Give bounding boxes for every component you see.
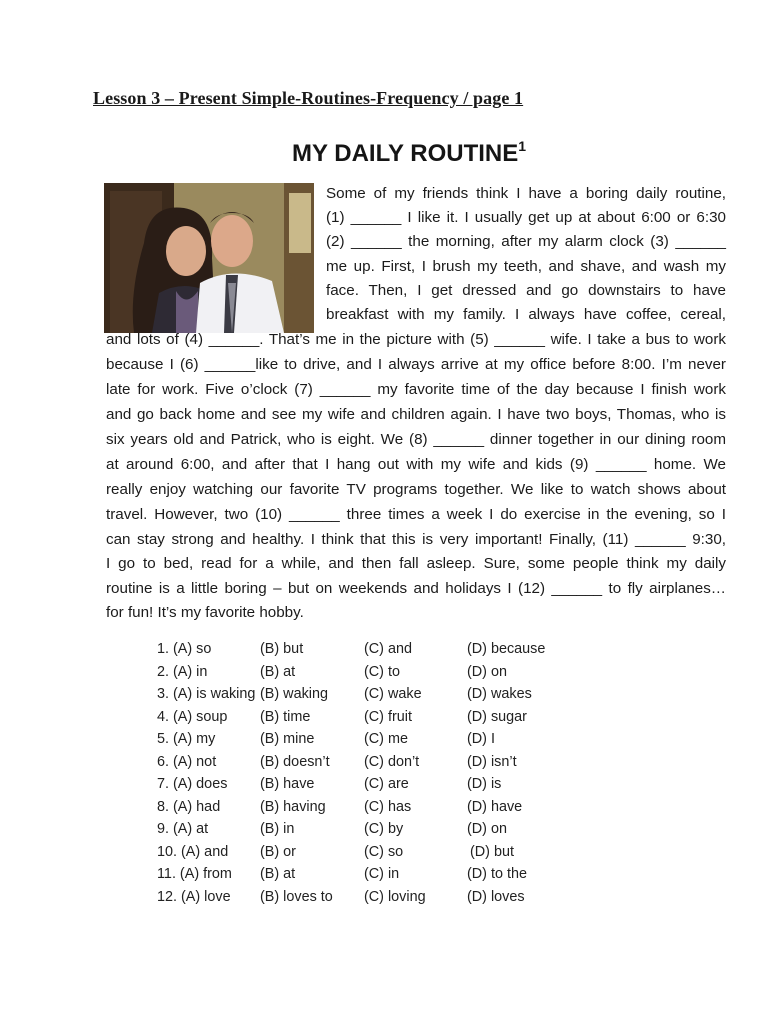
passage-line: Some of my friends think I have a boring daily routine,: [326, 185, 726, 202]
question-option-d: (D) is: [467, 776, 502, 792]
question-option-c: (C) don’t: [364, 753, 420, 770]
question-option-d: (D) because: [467, 641, 546, 657]
question-option-d: (D) have: [467, 798, 523, 815]
question-option-c: (C) has: [364, 798, 412, 815]
question-option-c: (C) wake: [364, 686, 422, 702]
passage-line: because I (6) ______like to drive, and I always arrive at my office before 8:00. I’m never: [106, 356, 726, 373]
question-option-a: 12. (A) love: [157, 888, 231, 905]
question-option-b: (B) at: [260, 866, 296, 882]
passage-line: (2) ______ the morning, after my alarm clock (3) ______: [326, 233, 726, 250]
page-title: [292, 138, 526, 168]
question-option-d: (D) wakes: [467, 686, 532, 702]
question-option-a: 7. (A) does: [157, 776, 228, 792]
question-option-d: (D) isn’t: [467, 753, 517, 770]
question-option-d: (D) on: [467, 821, 507, 837]
question-option-d: (D) loves: [467, 888, 525, 905]
passage-line: face. Then, I get dressed and go downstairs to have: [326, 282, 726, 299]
passage-line: late for work. Five o’clock (7) ______ my favorite time of the day because I finish work: [106, 381, 726, 398]
question-option-a: 1. (A) so: [157, 641, 212, 657]
question-option-a: 8. (A) had: [157, 798, 221, 815]
question-option-a: 6. (A) not: [157, 753, 217, 770]
passage-line: me up. First, I brush my teeth, and shave, and wash my: [326, 258, 726, 275]
question-option-c: (C) are: [364, 776, 409, 792]
passage-line: six years old and Patrick, who is eight. We (8) ______ dinner together in our dining room: [106, 431, 726, 448]
question-option-c: (C) so: [364, 843, 404, 860]
passage-line: (1) ______ I like it. I usually get up at about 6:00 or 6:30: [326, 209, 726, 226]
question-option-c: (C) by: [364, 821, 404, 837]
question-option-a: 4. (A) soup: [157, 708, 228, 725]
passage-line: and lots of (4) ______. That’s me in the picture with (5) ______ wife. I take a bus to work: [106, 331, 726, 348]
passage-line: really enjoy watching our favorite TV programs together. We like to watch shows about: [106, 481, 726, 498]
question-option-c: (C) me: [364, 731, 408, 747]
question-option-a: 9. (A) at: [157, 821, 209, 837]
passage-line: I go to bed, read for a while, and then fall asleep. Sure, some people think my daily: [106, 555, 726, 572]
question-option-a: 3. (A) is waking: [157, 686, 256, 702]
question-option-b: (B) waking: [260, 686, 328, 702]
question-option-b: (B) doesn’t: [260, 753, 330, 770]
question-option-c: (C) loving: [364, 888, 426, 905]
lesson-header: Lesson 3 – Present Simple-Routines-Frequency / page 1: [93, 88, 524, 108]
passage-line: at around 6:00, and after that I hang out with my wife and kids (9) ______ home. We: [106, 456, 726, 473]
passage-line: breakfast with my family. I always have coffee, cereal,: [326, 306, 726, 323]
title-text: MY DAILY ROUTINE: [292, 140, 519, 167]
question-option-d: (D) but: [470, 843, 514, 860]
question-option-c: (C) to: [364, 663, 400, 680]
question-option-c: (C) fruit: [364, 708, 412, 725]
passage-line: can stay strong and healthy. I think that this is very important! Finally, (11) ______ 9:30,: [106, 531, 726, 548]
question-option-b: (B) time: [260, 708, 311, 725]
question-option-a: 2. (A) in: [157, 663, 208, 680]
question-option-a: 10. (A) and: [157, 843, 229, 860]
question-option-d: (D) I: [467, 731, 495, 747]
question-option-b: (B) have: [260, 776, 315, 792]
question-option-a: 11. (A) from: [157, 866, 232, 882]
question-option-d: (D) to the: [467, 866, 527, 882]
question-option-d: (D) sugar: [467, 708, 527, 725]
question-option-b: (B) or: [260, 843, 296, 860]
passage-line: routine is a little boring – but on weekends and holidays I (12) ______ to fly airplanes…: [106, 580, 726, 597]
couple-photo: [104, 183, 314, 333]
question-option-c: (C) and: [364, 641, 412, 657]
passage-line: travel. However, two (10) ______ three times a week I do exercise in the evening, so I: [106, 506, 726, 523]
title-footnote-marker: 1: [518, 138, 527, 154]
question-option-b: (B) having: [260, 798, 326, 815]
question-option-b: (B) mine: [260, 731, 315, 747]
question-option-c: (C) in: [364, 866, 400, 882]
question-option-d: (D) on: [467, 663, 507, 680]
question-option-b: (B) at: [260, 663, 296, 680]
passage-line: and go back home and see my wife and children again. I have two boys, Thomas, who is: [106, 406, 726, 423]
passage-line: for fun! It’s my favorite hobby.: [106, 604, 304, 621]
question-option-b: (B) but: [260, 641, 304, 657]
question-option-a: 5. (A) my: [157, 731, 216, 747]
question-option-b: (B) loves to: [260, 888, 333, 905]
question-option-b: (B) in: [260, 821, 295, 837]
